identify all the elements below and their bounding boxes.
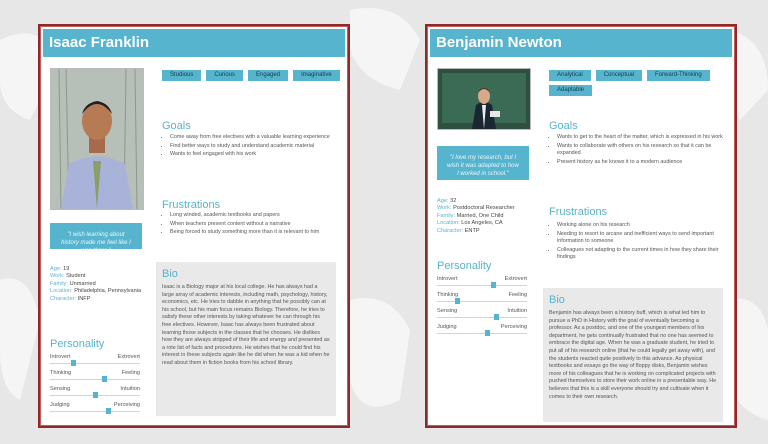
list-item: • Find better ways to study and understand academic material bbox=[170, 143, 340, 151]
list-item: • Long winded, academic textbooks and papers bbox=[170, 212, 350, 220]
personality-slider: Sensing Intuition bbox=[50, 386, 140, 402]
trait-tag: Adaptable bbox=[549, 85, 592, 96]
persona-name: Benjamin Newton bbox=[430, 29, 732, 57]
bio-section bbox=[156, 262, 336, 416]
bio-text: Isaac is a Biology major at his local college. He has always had a large array of academic interests, including math, psychology, history, economics, etc. He tries to dabble in anything that he possibly can at his school, but his main focus remains Biology. Therefore, he tries to satisfy these other interests by taking whatever he can through his free electives. However, Isaac has always been frustrated about learning those subjects in the classes that he chooses. He dislikes how they are always stripped of their life and energy and presented as a rote list of facts and procedures. He wishes that he could find his interest in these subjects again like he did when he was a kid when he read about them in fiction books from his school library. bbox=[162, 284, 330, 366]
family-value: Married, One Child bbox=[456, 212, 504, 219]
demographics: Age: 32 Work: Postdoctoral Researcher Family: Married, One Child Location: Los Angeles, CA Character: ENTP bbox=[437, 198, 515, 234]
family-value: Unmarried bbox=[69, 280, 96, 287]
list-item: • Wants to collaborate with others on his research so that it can be expanded bbox=[557, 143, 727, 158]
age-value: 32 bbox=[450, 198, 457, 204]
persona-photo bbox=[437, 68, 531, 130]
list-item: • Wants to get to the heart of the matter, which is expressed in his work bbox=[557, 134, 727, 142]
work-value: Student bbox=[66, 273, 86, 280]
slider-knob bbox=[93, 392, 98, 398]
character-value: INFP bbox=[77, 295, 91, 302]
personality-title: Personality bbox=[437, 260, 492, 272]
location-value: Los Angeles, CA bbox=[461, 220, 503, 227]
persona-quote: "I wish learning about history made me feel like I was there." bbox=[50, 223, 142, 249]
personality-slider: Judging Perceiving bbox=[50, 402, 140, 418]
list-item: • Present history as he knows it to a modern audience bbox=[557, 159, 727, 167]
bio-title: Bio bbox=[549, 294, 565, 306]
personality-slider: Sensing Intuition bbox=[437, 308, 527, 324]
persona-name: Isaac Franklin bbox=[43, 29, 345, 57]
list-item: • Colleagues not adapting to the current times in how they share their findings bbox=[557, 247, 727, 262]
persona-card-isaac bbox=[38, 24, 350, 428]
location-value: Philadelphia, Pennsylvania bbox=[74, 288, 142, 295]
personality-title: Personality bbox=[50, 338, 105, 350]
demographics: Age: 19 Work: Student Family: Unmarried Location: Philadelphia, Pennsylvania Character: INFP bbox=[50, 266, 142, 302]
personality-section bbox=[437, 260, 527, 340]
frustrations-title: Frustrations bbox=[549, 206, 608, 218]
trait-tag: Forward-Thinking bbox=[647, 70, 710, 81]
list-item: • Working alone on his research bbox=[557, 222, 727, 230]
goals-title: Goals bbox=[162, 120, 191, 132]
work-value: Postdoctoral Researcher bbox=[453, 205, 515, 212]
personality-slider: Introvert Extrovert bbox=[50, 354, 140, 370]
trait-tag: Analytical bbox=[549, 70, 591, 81]
frustrations-list bbox=[549, 222, 727, 263]
trait-tag: Curious bbox=[206, 70, 243, 81]
character-value: ENTP bbox=[464, 227, 480, 234]
age-value: 19 bbox=[63, 266, 70, 272]
goals-list bbox=[549, 134, 727, 167]
list-item: • Needing to resort to arcane and inefficient ways to send important information to someone bbox=[557, 231, 727, 246]
slider-knob bbox=[491, 282, 496, 288]
persona-card-benjamin bbox=[425, 24, 737, 428]
trait-tags bbox=[549, 70, 729, 96]
personality-section bbox=[50, 338, 140, 418]
trait-tag: Conceptual bbox=[596, 70, 642, 81]
trait-tags bbox=[162, 70, 342, 81]
slider-knob bbox=[485, 330, 490, 336]
frustrations-title: Frustrations bbox=[162, 199, 221, 211]
bio-text: Benjamin has always been a history buff, which is what led him to pursue a PhD in History with the goal of eventually becoming a professor. As a postdoc, and one of the youngest members of his department, he gets continually frustrated that no one has seemed to embrace the digital age. When he was a graduate student, he tried to put all of his research online (that he could legally get away with), and the students reacted quite positively to this advance. As physical textbooks and essays go the way of floppy disks, Benjamin wishes more of his colleagues that he is working on complicated projects with pushed themselves to store their work online in a presentable way. He believes that this is a skill everyone should try and cultivate when it comes to their own research. bbox=[549, 310, 717, 400]
personality-slider: Introvert Extrovert bbox=[437, 276, 527, 292]
persona-quote: "I love my research, but I wish it was adapted to how I worked in school." bbox=[437, 146, 529, 180]
trait-tag: Studious bbox=[162, 70, 201, 81]
bio-section bbox=[543, 288, 723, 422]
trait-tag: Imaginative bbox=[293, 70, 340, 81]
list-item: • Being forced to study something more than it is relevant to him bbox=[170, 229, 350, 237]
slider-knob bbox=[71, 360, 76, 366]
trait-tag: Engaged bbox=[248, 70, 288, 81]
frustrations-list bbox=[162, 212, 350, 238]
slider-knob bbox=[106, 408, 111, 414]
persona-photo bbox=[50, 68, 144, 210]
personality-slider: Thinking Feeling bbox=[50, 370, 140, 386]
slider-knob bbox=[494, 314, 499, 320]
list-item: • Come away from free electives with a valuable learning experience bbox=[170, 134, 340, 142]
slider-knob bbox=[455, 298, 460, 304]
list-item: • Wants to feel engaged with his work bbox=[170, 151, 340, 159]
personality-slider: Judging Perceiving bbox=[437, 324, 527, 340]
personality-slider: Thinking Feeling bbox=[437, 292, 527, 308]
goals-list bbox=[162, 134, 340, 160]
bio-title: Bio bbox=[162, 268, 178, 280]
slider-knob bbox=[102, 376, 107, 382]
goals-title: Goals bbox=[549, 120, 578, 132]
list-item: • When teachers present content without a narrative bbox=[170, 221, 350, 229]
